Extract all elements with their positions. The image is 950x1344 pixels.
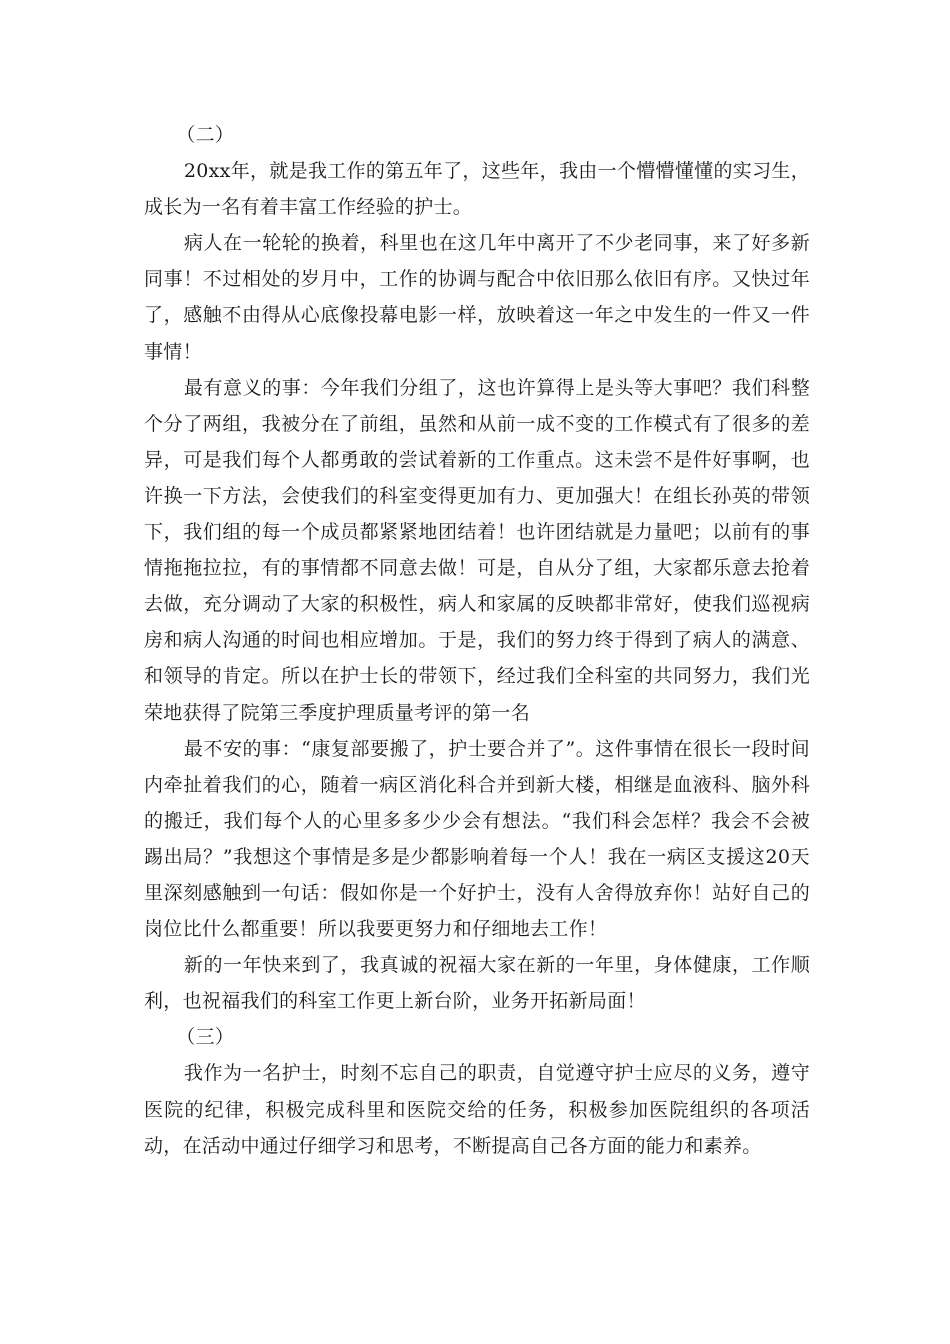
paragraph-intro: 20xx年，就是我工作的第五年了，这些年，我由一个懵懵懂懂的实习生，成长为一名有着丰富工作经验的护士。 xyxy=(144,160,810,219)
paragraph-duties: 我作为一名护士，时刻不忘自己的职责，自觉遵守护士应尽的义务，遵守医院的纪律，积极完成科里和医院交给的任务，积极参加医院组织的各项活动，在活动中通过仔细学习和思考，不断提高自己各方面的能力和素养。 xyxy=(144,1062,810,1157)
paragraph-most-meaningful: 最有意义的事：今年我们分组了，这也许算得上是头等大事吧？我们科整个分了两组，我被分在了前组，虽然和从前一成不变的工作模式有了很多的差异，可是我们每个人都勇敢的尝试着新的工作重点。这未尝不是件好事啊，也许换一下方法，会使我们的科室变得更加有力、更加强大！在组长孙英的带领下，我们组的每一个成员都紧紧地团结着！也许团结就是力量吧；以前有的事情拖拖拉拉，有的事情都不同意去做！可是，自从分了组，大家都乐意去抢着去做，充分调动了大家的积极性，病人和家属的反映都非常好，使我们巡视病房和病人沟通的时间也相应增加。于是，我们的努力终于得到了病人的满意、和领导的肯定。所以在护士长的带领下，经过我们全科室的共同努力，我们光荣地获得了院第三季度护理质量考评的第一名 xyxy=(144,376,810,724)
paragraph-colleagues: 病人在一轮轮的换着，科里也在这几年中离开了不少老同事，来了好多新同事！不过相处的岁月中，工作的协调与配合中依旧那么依旧有序。又快过年了，感触不由得从心底像投幕电影一样，放映着这一年之中发生的一件又一件事情！ xyxy=(144,232,810,363)
section-heading-three: （三） xyxy=(176,1026,235,1049)
section-heading-two: （二） xyxy=(176,124,235,146)
paragraph-most-uneasy: 最不安的事：“康复部要搬了，护士要合并了”。这件事情在很长一段时间内牵扯着我们的心，随着一病区消化科合并到新大楼，相继是血液科、脑外科的搬迁，我们每个人的心里多多少少会有想法。“我们科会怎样？我会不会被踢出局？”我想这个事情是多是少都影响着每一个人！我在一病区支援这20天里深刻感触到一句话：假如你是一个好护士，没有人舍得放弃你！站好自己的岗位比什么都重要！所以我要更努力和仔细地去工作！ xyxy=(144,737,810,941)
paragraph-new-year-wishes: 新的一年快来到了，我真诚的祝福大家在新的一年里，身体健康，工作顺利，也祝福我们的科室工作更上新台阶，业务开拓新局面！ xyxy=(144,954,810,1013)
document-body xyxy=(144,117,810,1164)
